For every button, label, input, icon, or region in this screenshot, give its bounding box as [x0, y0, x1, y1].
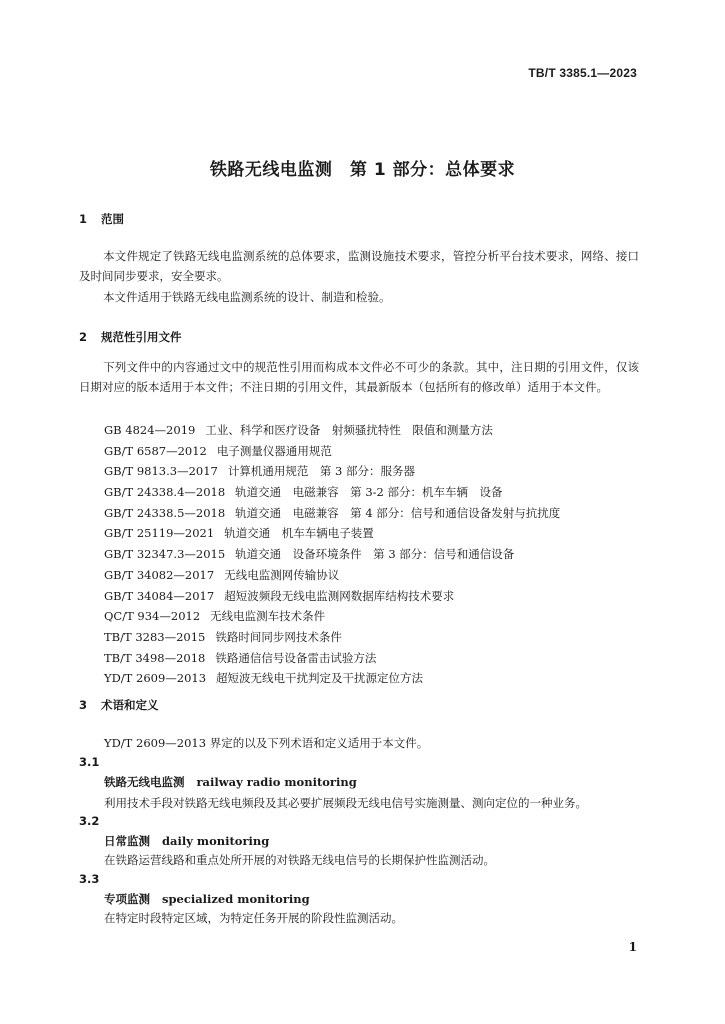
term-number: 3.3: [79, 872, 100, 886]
reference-item: [104, 503, 644, 524]
scope-paragraph-1: [79, 246, 639, 286]
reference-item: [104, 482, 644, 503]
section-title: 术语和定义: [101, 698, 159, 712]
term-definition: 在铁路运营线路和重点处所开展的对铁路无线电信号的长期保护性监测活动。: [104, 853, 495, 867]
reference-title: 轨道交通 机车车辆电子装置: [224, 526, 374, 541]
term-en: daily monitoring: [162, 834, 270, 848]
reference-title: 无线电监测网传输协议: [224, 567, 340, 582]
reference-code: GB/T 32347.3—2015: [104, 547, 226, 562]
reference-code: GB/T 34084—2017: [104, 588, 215, 603]
reference-item: [104, 606, 644, 627]
reference-item: [104, 461, 644, 482]
term-definition: 在特定时段特定区域，为特定任务开展的阶段性监测活动。: [104, 911, 403, 925]
reference-code: QC/T 934—2012: [104, 609, 201, 624]
reference-item: [104, 565, 644, 586]
terms-intro: YD/T 2609—2013 界定的以及下列术语和定义适用于本文件。: [104, 736, 429, 750]
reference-code: GB/T 34082—2017: [104, 567, 215, 582]
term-zh: 专项监测: [104, 892, 150, 906]
reference-list: [104, 420, 644, 689]
term-zh: 日常监测: [104, 834, 150, 848]
reference-code: TB/T 3283—2015: [104, 629, 206, 644]
reference-title: 铁路通信信号设备雷击试验方法: [215, 650, 377, 665]
paragraph-text: 下列文件中的内容通过文中的规范性引用而构成本文件必不可少的条款。其中，注日期的引用文件，仅该日期对应的版本适用于本文件；不注日期的引用文件，其最新版本（包括所有的修改单）适用于本文件。: [79, 360, 639, 394]
scope-paragraph-2: [79, 287, 639, 307]
reference-title: 轨道交通 电磁兼容 第 4 部分：信号和通信设备发射与抗扰度: [235, 505, 561, 520]
section-number: 1: [79, 212, 88, 226]
term-heading: [104, 833, 269, 849]
term-heading: [104, 774, 357, 790]
reference-code: GB/T 25119—2021: [104, 526, 215, 541]
section-heading-terms: [79, 697, 159, 713]
paragraph-text: 本文件规定了铁路无线电监测系统的总体要求，监测设施技术要求，管控分析平台技术要求，网络、接口及时间同步要求，安全要求。: [79, 249, 639, 283]
reference-title: 超短波频段无线电监测网数据库结构技术要求: [224, 588, 455, 603]
reference-item: [104, 420, 644, 441]
section-number: 2: [79, 330, 88, 344]
term-zh: 铁路无线电监测: [104, 775, 185, 789]
reference-title: 工业、科学和医疗设备 射频骚扰特性 限值和测量方法: [205, 423, 493, 437]
term-en: specialized monitoring: [162, 892, 310, 906]
reference-item: [104, 544, 644, 565]
term-en: railway radio monitoring: [196, 775, 357, 789]
section-title: 规范性引用文件: [101, 330, 182, 344]
section-number: 3: [79, 698, 88, 712]
reference-title: 计算机通用规范 第 3 部分：服务器: [227, 464, 415, 479]
term-definition: 利用技术手段对铁路无线电频段及其必要扩展频段无线电信号实施测量、测向定位的一种业务。: [104, 796, 587, 810]
reference-code: GB/T 24338.5—2018: [104, 505, 226, 520]
document-code: TB/T 3385.1—2023: [528, 66, 637, 80]
reference-item: [104, 668, 644, 689]
reference-code: GB 4824—2019: [104, 423, 196, 437]
reference-title: 轨道交通 设备环境条件 第 3 部分：信号和通信设备: [235, 547, 515, 562]
reference-code: GB/T 24338.4—2018: [104, 485, 226, 500]
section-heading-normative: [79, 329, 182, 345]
document-title: 铁路无线电监测 第 1 部分：总体要求: [209, 160, 516, 180]
term-number: 3.1: [79, 755, 100, 769]
reference-item: [104, 441, 644, 462]
paragraph-text: 本文件适用于铁路无线电监测系统的设计、制造和检验。: [103, 290, 391, 304]
reference-title: 超短波无线电干扰判定及干扰源定位方法: [216, 671, 424, 686]
reference-item: [104, 648, 644, 669]
reference-item: [104, 586, 644, 607]
reference-code: GB/T 6587—2012: [104, 443, 207, 458]
reference-item: [104, 627, 644, 648]
reference-code: TB/T 3498—2018: [104, 650, 206, 665]
section-title: 范围: [101, 212, 124, 226]
normative-intro: [79, 357, 639, 397]
reference-title: 轨道交通 电磁兼容 第 3-2 部分：机车车辆 设备: [235, 485, 503, 500]
term-number: 3.2: [79, 814, 100, 828]
reference-code: GB/T 9813.3—2017: [104, 464, 218, 479]
section-heading-scope: [79, 211, 124, 227]
reference-code: YD/T 2609—2013: [104, 671, 207, 686]
reference-title: 无线电监测车技术条件: [210, 609, 326, 624]
reference-item: [104, 523, 644, 544]
reference-title: 电子测量仪器通用规范: [216, 443, 332, 458]
reference-title: 铁路时间同步网技术条件: [215, 629, 342, 644]
page-number: 1: [628, 940, 637, 954]
term-heading: [104, 891, 310, 907]
